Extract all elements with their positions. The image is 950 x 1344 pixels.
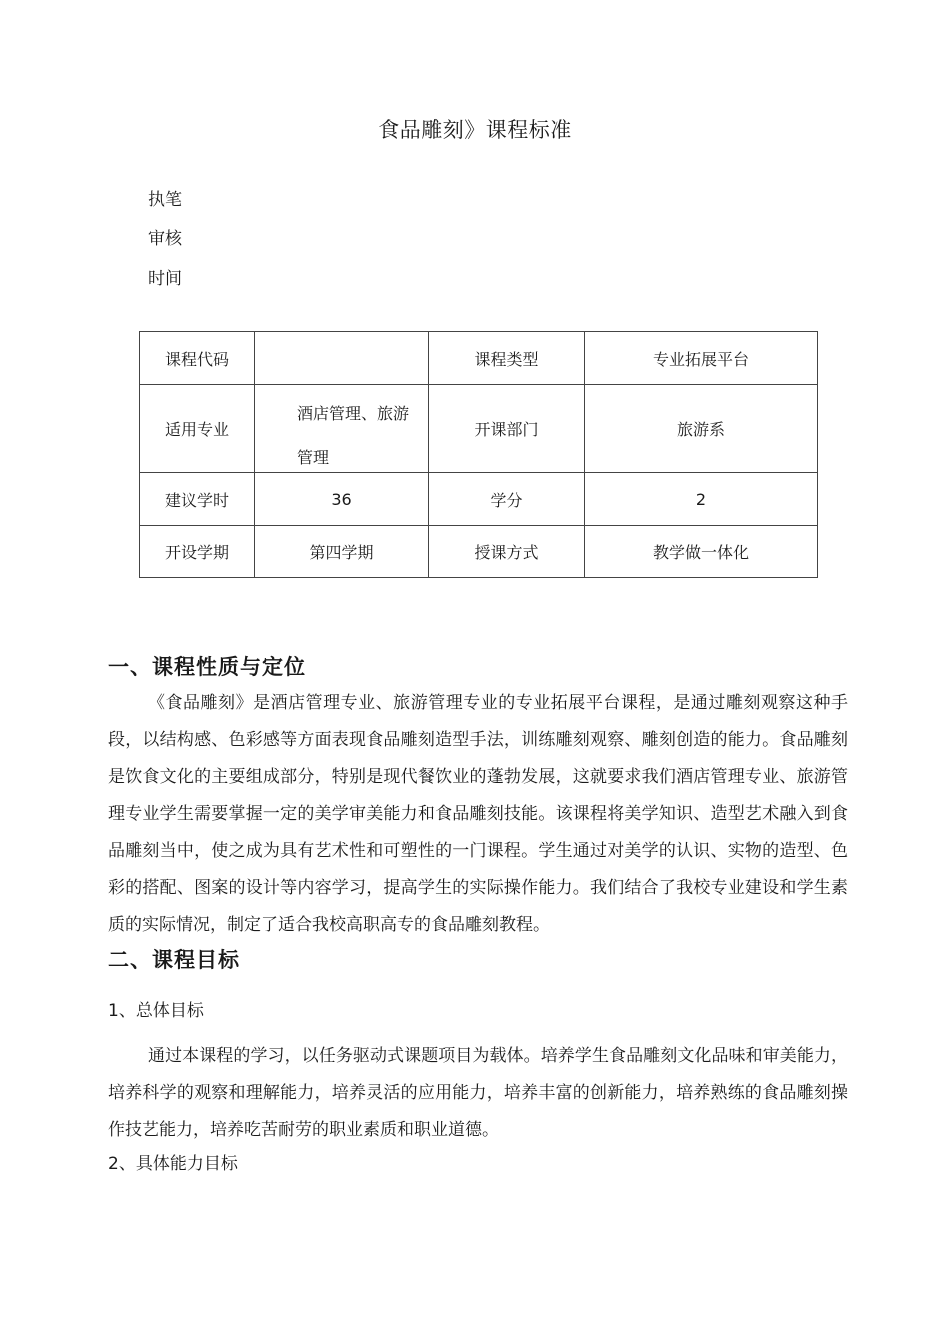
course-info-table <box>139 331 818 578</box>
major-cell-text: 酒店管理、旅游管理 <box>297 404 410 467</box>
table-row <box>140 332 818 385</box>
meta-reviewer: 审核 <box>148 229 182 249</box>
table-cell: 2 <box>585 473 818 526</box>
table-cell <box>255 385 429 473</box>
section2-subheading-2: 2、具体能力目标 <box>108 1154 238 1174</box>
table-cell: 36 <box>255 473 429 526</box>
meta-writer: 执笔 <box>148 190 182 210</box>
table-cell <box>255 332 429 385</box>
section2-subheading-1: 1、总体目标 <box>108 1001 204 1021</box>
table-cell: 旅游系 <box>585 385 818 473</box>
table-row <box>140 385 818 473</box>
table-cell: 教学做一体化 <box>585 526 818 578</box>
table-cell: 专业拓展平台 <box>585 332 818 385</box>
section2-heading: 二、课程目标 <box>108 948 240 972</box>
table-cell: 建议学时 <box>140 473 255 526</box>
table-cell: 开课部门 <box>429 385 585 473</box>
table-cell: 开设学期 <box>140 526 255 578</box>
table-cell: 课程类型 <box>429 332 585 385</box>
section1-heading: 一、课程性质与定位 <box>108 655 306 679</box>
table-cell: 课程代码 <box>140 332 255 385</box>
table-cell: 适用专业 <box>140 385 255 473</box>
meta-time: 时间 <box>148 269 182 289</box>
section1-paragraph: 《食品雕刻》是酒店管理专业、旅游管理专业的专业拓展平台课程，是通过雕刻观察这种手段，以结构感、色彩感等方面表现食品雕刻造型手法，训练雕刻观察、雕刻创造的能力。食品雕刻是饮食文化的主要组成部分，特别是现代餐饮业的蓬勃发展，这就要求我们酒店管理专业、旅游管理专业学生需要掌握一定的美学审美能力和食品雕刻技能。该课程将美学知识、造型艺术融入到食品雕刻当中，使之成为具有艺术性和可塑性的一门课程。学生通过对美学的认识、实物的造型、色彩的搭配、图案的设计等内容学习，提高学生的实际操作能力。我们结合了我校专业建设和学生素质的实际情况，制定了适合我校高职高专的食品雕刻教程。 <box>108 693 848 935</box>
table-cell: 学分 <box>429 473 585 526</box>
table-row <box>140 526 818 578</box>
document-title: 食品雕刻》课程标准 <box>378 118 572 142</box>
table-cell: 授课方式 <box>429 526 585 578</box>
table-row <box>140 473 818 526</box>
section2-paragraph: 通过本课程的学习，以任务驱动式课题项目为载体。培养学生食品雕刻文化品味和审美能力，培养科学的观察和理解能力，培养灵活的应用能力，培养丰富的创新能力，培养熟练的食品雕刻操作技艺能力，培养吃苦耐劳的职业素质和职业道德。 <box>108 1046 848 1140</box>
table-cell: 第四学期 <box>255 526 429 578</box>
